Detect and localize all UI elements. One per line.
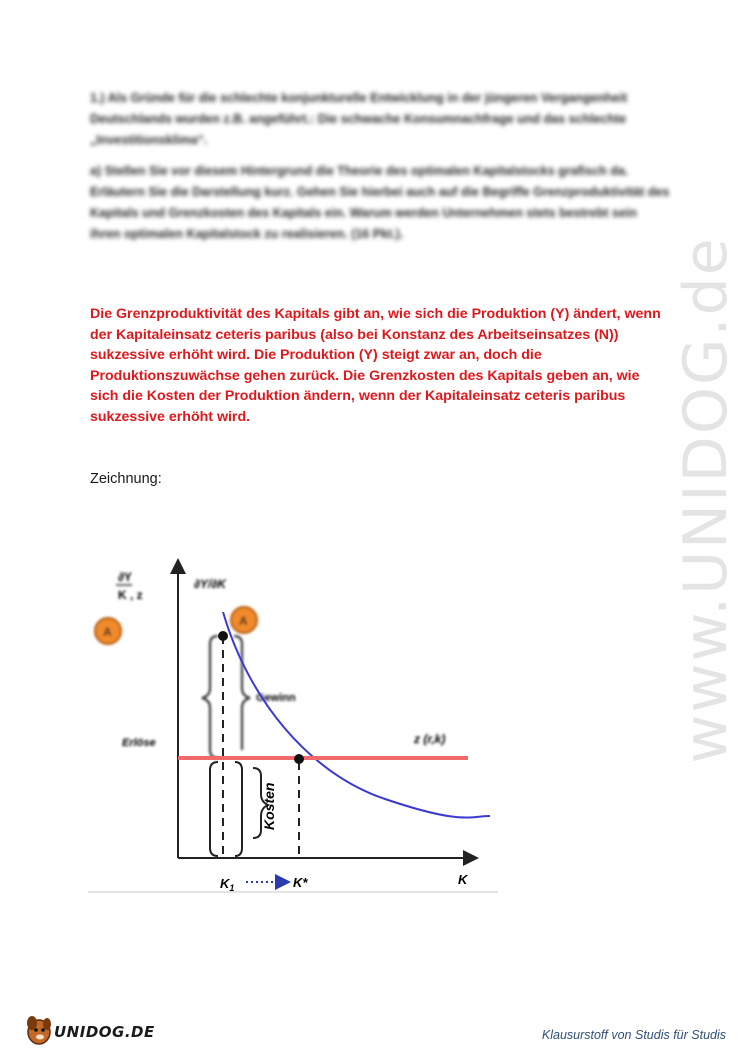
dog-icon (27, 1016, 51, 1044)
cost-brace-left (210, 762, 218, 856)
k1-label-sub: 1 (229, 883, 235, 893)
footer-logo-text: UNIDOG.DE (54, 1023, 155, 1041)
kstar-label: K* (293, 875, 308, 890)
footer-tagline: Klausurstoff von Studis für Studis (541, 1028, 726, 1042)
cost-brace-right (235, 762, 242, 856)
x-axis-label: K (458, 872, 468, 887)
revenue-label: Erlöse (122, 737, 156, 749)
profit-brace (202, 636, 218, 758)
marker-left-label: A (103, 625, 112, 639)
capital-stock-diagram (80, 548, 510, 898)
answer-text: Die Grenzproduktivität des Kapitals gibt an, wie sich die Produktion (Y) ändert, wenn der Kapitaleinsatz ceteris paribus (also bei Konstanz des Arbeitseinsatzes (N)) sukzessive erhöht wird. Die Produktion (Y) steigt zwar an, doch die Produktionszuwächse gehen zurück. Die Grenzkosten des Kapitals geben an, wie sich die Kosten der Produktion ändern, wenn der Kapitaleinsatz ceteris paribus sukzessive erhöht wird. (90, 306, 661, 425)
y-axis-label-bottom: K , z (118, 588, 143, 602)
k1-label-main: K (220, 876, 230, 891)
task-paragraph: a) Stellen Sie vor diesem Hintergrund die Theorie des optimalen Kapitalstocks grafisch da. Erläutern Sie die Darstellung kurz. Gehen Sie hierbei auch auf die Begriffe Grenzproduktivität des Kapitals und Grenzkosten des Kapitals ein. Warum werden Unternehmen stets bestrebt sein ihren optimalen Kapitalstock zu realisieren. (16 Pkt.). (90, 164, 670, 241)
profit-label: Gewinn (256, 692, 296, 704)
k1-label (220, 876, 234, 893)
cost-label: Kosten (261, 782, 277, 830)
cost-line-label: z (r,k) (414, 732, 446, 746)
drawing-label: Zeichnung: (90, 471, 162, 487)
revenue-brace (234, 636, 250, 750)
point-optimum (294, 754, 304, 764)
watermark: www.UNIDOG.de (671, 236, 741, 764)
question-text (90, 88, 670, 255)
point-k1 (218, 631, 228, 641)
marker-curve-label: A (239, 614, 248, 628)
curve-label: ∂Y/∂K (194, 577, 226, 591)
question-paragraph: 1.) Als Gründe für die schlechte konjunkturelle Entwicklung in der jüngeren Vergangenheit Deutschlands wurden z.B. angeführt.: Die schwache Konsumnachfrage und das schlechte „Investitionsklima“. (90, 91, 628, 147)
y-axis-label-top: ∂Y (118, 570, 132, 584)
